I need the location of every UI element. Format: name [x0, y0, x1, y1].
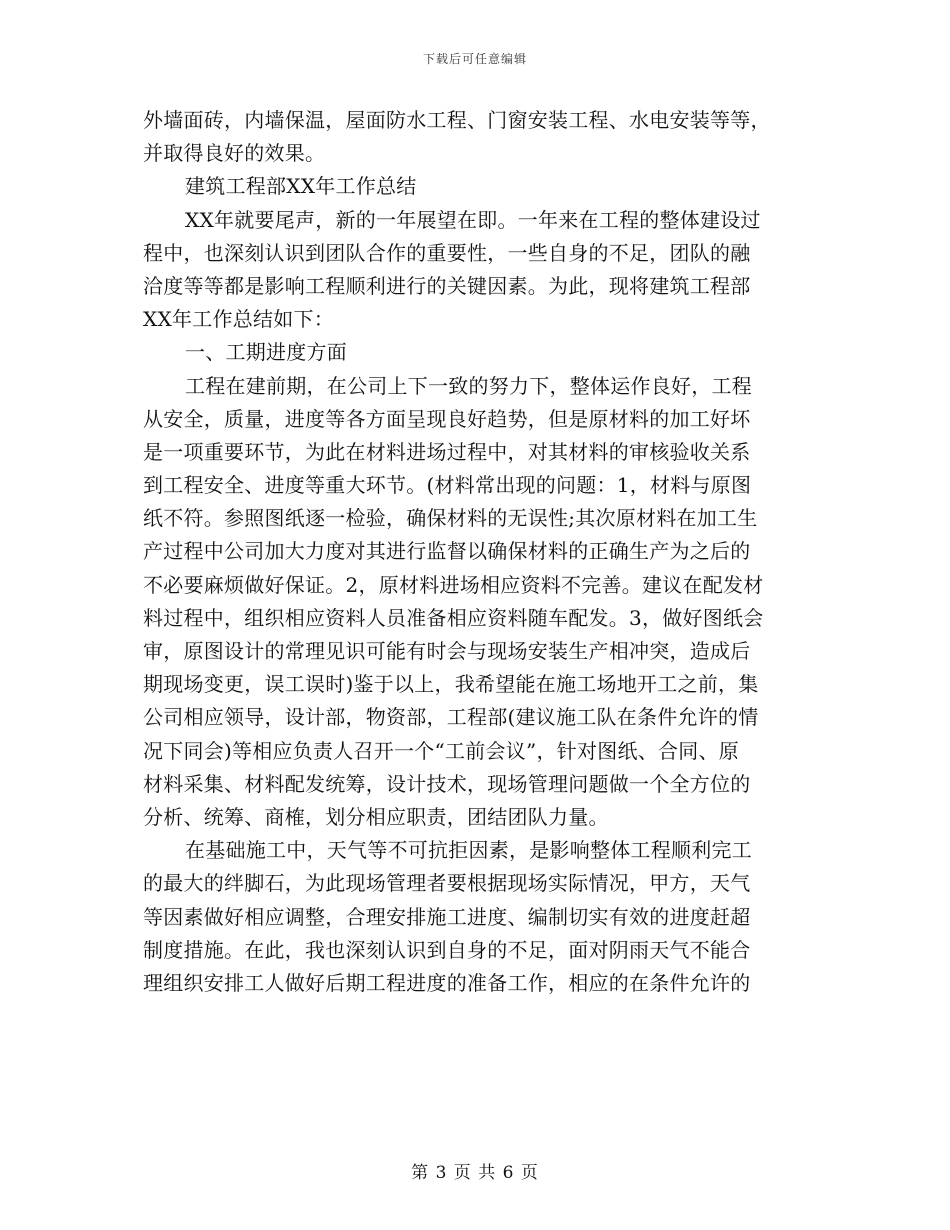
- text-line: 外墙面砖，内墙保温，屋面防水工程、门窗安装工程、水电安装等等，: [143, 108, 771, 132]
- text-line: 料过程中，组织相应资料人员准备相应资料随车配发。3，做好图纸会: [143, 605, 764, 630]
- text-line: 纸不符。参照图纸逐一检验，确保材料的无误性;其次原材料在加工生: [143, 506, 758, 531]
- text-line: 从安全，质量，进度等各方面呈现良好趋势，但是原材料的加工好坏: [143, 406, 751, 431]
- text-line: 况下同会)等相应负责人召开一个“工前会议”，针对图纸、合同、原: [143, 738, 740, 763]
- text-line: 程中，也深刻认识到团队合作的重要性，一些自身的不足，团队的融: [143, 240, 751, 265]
- text-line: XX年工作总结如下：: [143, 307, 334, 332]
- text-line: 在基础施工中，天气等不可抗拒因素，是影响整体工程顺利完工: [185, 838, 752, 863]
- text-line: 的最大的绊脚石，为此现场管理者要根据现场实际情况，甲方，天气: [143, 871, 751, 896]
- text-line: 理组织安排工人做好后期工程进度的准备工作，相应的在条件允许的: [143, 970, 751, 995]
- text-line: 制度措施。在此，我也深刻认识到自身的不足，面对阴雨天气不能合: [143, 937, 751, 962]
- text-line: 不必要麻烦做好保证。2，原材料进场相应资料不完善。建议在配发材: [143, 572, 764, 597]
- text-line: 公司相应领导，设计部，物资部，工程部(建议施工队在条件允许的情: [143, 705, 759, 730]
- text-line: 产过程中公司加大力度对其进行监督以确保材料的正确生产为之后的: [143, 539, 751, 564]
- text-line: 等因素做好相应调整，合理安排施工进度、编制切实有效的进度赶超: [143, 904, 751, 929]
- text-line: 洽度等等都是影响工程顺利进行的关键因素。为此，现将建筑工程部: [143, 273, 751, 298]
- text-line: 期现场变更，误工误时)鉴于以上，我希望能在施工场地开工之前，集: [143, 672, 759, 697]
- text-line: 工程在建前期，在公司上下一致的努力下，整体运作良好，工程: [185, 373, 752, 398]
- text-line: XX年就要尾声，新的一年展望在即。一年来在工程的整体建设过: [185, 207, 761, 232]
- text-line: 建筑工程部XX年工作总结: [185, 174, 417, 199]
- text-line: 审，原图设计的常理见识可能有时会与现场安装生产相冲突，造成后: [143, 639, 751, 663]
- page-header: 下载后可任意编辑: [422, 52, 527, 66]
- text-line: 并取得良好的效果。: [143, 141, 326, 166]
- text-line: 分析、统筹、商榷，划分相应职责，团结团队力量。: [143, 804, 609, 829]
- text-line: 一、工期进度方面: [185, 340, 347, 365]
- text-line: 到工程安全、进度等重大环节。(材料常出现的问题：1，材料与原图: [143, 473, 752, 498]
- document-body: [143, 104, 803, 1000]
- text-line: 是一项重要环节，为此在材料进场过程中，对其材料的审核验收关系: [143, 439, 751, 464]
- text-line: 材料采集、材料配发统筹，设计技术，现场管理问题做一个全方位的: [143, 771, 751, 796]
- page-footer: 第 3 页 共 6 页: [411, 1163, 539, 1183]
